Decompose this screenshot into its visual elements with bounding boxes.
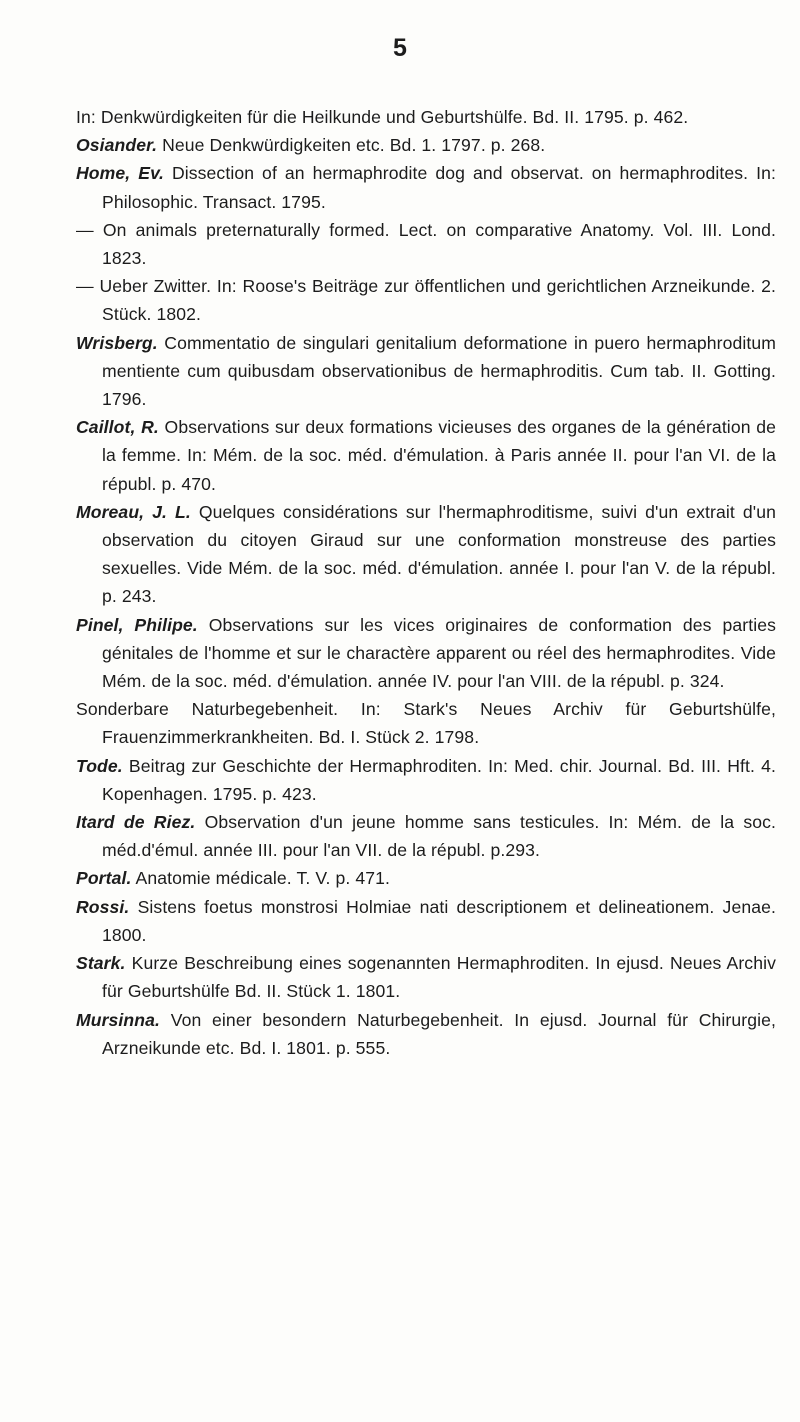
entry-text: Sonderbare Naturbegebenheit. In: Stark's Neues Archiv für Geburtshülfe, Frauenzimmerkrankheiten. Bd. I. Stück 2. 1798. (76, 699, 776, 748)
entry-text: Dissection of an hermaphrodite dog and observat. on hermaphrodites. In: Philosophic. Transact. 1795. (102, 163, 776, 212)
bibliography-entry (76, 272, 776, 328)
bibliography-entry (76, 752, 776, 808)
entry-author: Osiander. (76, 135, 158, 156)
entry-author: Itard de Riez. (76, 812, 196, 833)
bibliography-entry (76, 1006, 776, 1062)
bibliography-entry (76, 611, 776, 696)
entry-text: Observations sur deux formations vicieuses des organes de la génération de la femme. In: Mém. de la soc. méd. d'émulation. à Paris année II. pour l'an VI. de la républ. p. 470. (102, 417, 776, 494)
bibliography-entry (76, 413, 776, 498)
bibliography-entry (76, 329, 776, 414)
entry-text: Observations sur les vices originaires de conformation des parties génitales de l'homme et sur le charactère apparent ou réel des hermaphrodites. Vide Mém. de la soc. méd. d'émulation. année IV. pour l'an VIII. de la républ. p. 324. (102, 614, 776, 692)
entry-author: Mursinna. (76, 1009, 160, 1030)
bibliography-entry (76, 695, 776, 751)
entry-text: Neue Denkwürdigkeiten etc. Bd. 1. 1797. p. 268. (162, 135, 546, 156)
entry-text: On animals preternaturally formed. Lect. on comparative Anatomy. Vol. III. Lond. 1823. (102, 219, 776, 269)
entry-author: Stark. (76, 953, 126, 974)
bibliography-entry (76, 808, 776, 864)
entry-author: Tode. (76, 755, 123, 776)
entry-text: Sistens foetus monstrosi Holmiae nati descriptionem et delineationem. Jenae. 1800. (102, 896, 776, 945)
entry-dash: — (76, 219, 94, 240)
bibliography-entry (76, 103, 776, 131)
entry-author: Moreau, J. L. (76, 501, 191, 522)
entry-text: Ueber Zwitter. In: Roose's Beiträge zur öffentlichen und gerichtlichen Arzneikunde. 2. Stück. 1802. (99, 276, 776, 325)
bibliography-entry (76, 216, 776, 272)
entry-text: Commentatio de singulari genitalium deformatione in puero hermaphroditum mentiente cum quibusdam observationibus de hermaphroditis. Cum tab. II. Gotting. 1796. (102, 332, 776, 410)
entry-text: In: Denkwürdigkeiten für die Heilkunde und Geburtshülfe. Bd. II. 1795. p. 462. (76, 107, 689, 127)
entry-text: Beitrag zur Geschichte der Hermaphroditen. In: Med. chir. Journal. Bd. III. Hft. 4. Kopenhagen. 1795. p. 423. (102, 755, 776, 804)
entry-author: Portal. (76, 868, 132, 889)
entry-author: Home, Ev. (76, 163, 164, 184)
bibliography-entry (76, 131, 776, 159)
entry-text: Von einer besondern Naturbegebenheit. In ejusd. Journal für Chirurgie, Arzneikunde etc. Bd. I. 1801. p. 555. (102, 1009, 776, 1058)
entry-dash: — (76, 276, 94, 297)
bibliography-entry (76, 893, 776, 949)
bibliography-entry (76, 159, 776, 215)
entry-text: Observation d'un jeune homme sans testicules. In: Mém. de la soc. méd.d'émul. année III. pour l'an VII. de la républ. p.293. (102, 812, 776, 861)
bibliography-entry (76, 949, 776, 1005)
bibliography-entry (76, 864, 776, 892)
page-number: 5 (393, 34, 407, 62)
entry-text: Quelques considérations sur l'hermaphroditisme, suivi d'un extrait d'un observation du citoyen Giraud sur une conformation monstreuse des parties sexuelles. Vide Mém. de la soc. méd. d'émulation. année I. pour l'an V. de la républ. p. 243. (102, 501, 776, 607)
bibliography-entry (76, 498, 776, 611)
entry-text: Anatomie médicale. T. V. p. 471. (135, 868, 391, 889)
bibliography-list (76, 103, 776, 1062)
entry-author: Wrisberg. (76, 332, 158, 353)
entry-author: Rossi. (76, 896, 130, 917)
entry-author: Caillot, R. (76, 417, 159, 438)
entry-text: Kurze Beschreibung eines sogenannten Hermaphroditen. In ejusd. Neues Archiv für Geburtshülfe Bd. II. Stück 1. 1801. (102, 953, 776, 1002)
entry-author: Pinel, Philipe. (76, 614, 198, 635)
